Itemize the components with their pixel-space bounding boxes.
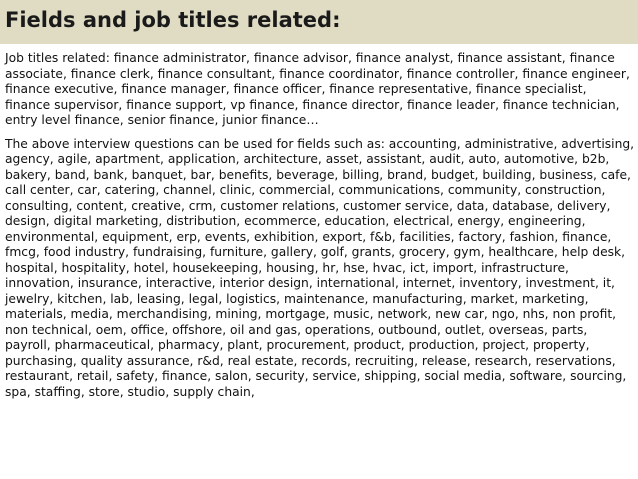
slide-body bbox=[5, 51, 635, 400]
fields-paragraph: The above interview questions can be used for fields such as: accounting, administrative, advertising, agency, agile, apartment, application, architecture, asset, assistant, audit, auto, automotive, b2b, bakery, band, bank, banquet, bar, benefits, beverage, billing, brand, budget, building, business, cafe, call center, car, catering, channel, clinic, commercial, communications, community, construction, consulting, content, creative, crm, customer relations, customer service, data, database, delivery, design, digital marketing, distribution, ecommerce, education, electrical, energy, engineering, environmental, equipment, erp, events, exhibition, export, f&b, facilities, factory, fashion, finance, fmcg, food industry, fundraising, furniture, gallery, golf, grants, grocery, gym, healthcare, help desk, hospital, hospitality, hotel, housekeeping, housing, hr, hse, hvac, ict, import, infrastructure, innovation, insurance, interactive, interior design, international, internet, inventory, investment, it, jewelry, kitchen, lab, leasing, legal, logistics, maintenance, manufacturing, market, marketing, materials, media, merchandising, mining, mortgage, music, network, new car, ngo, nhs, non profit, non technical, oem, office, offshore, oil and gas, operations, outbound, outlet, overseas, parts, payroll, pharmaceutical, pharmacy, plant, procurement, product, production, project, property, purchasing, quality assurance, r&d, real estate, records, recruiting, release, research, reservations, restaurant, retail, safety, finance, salon, security, service, shipping, social media, software, sourcing, spa, staffing, store, studio, supply chain, bbox=[5, 136, 635, 399]
job-titles-paragraph: Job titles related: finance administrator, finance advisor, finance analyst, finance assistant, finance associate, finance clerk, finance consultant, finance coordinator, finance controller, finance engineer, finance executive, finance manager, finance officer, finance representative, finance specialist, finance supervisor, finance support, vp finance, finance director, finance leader, finance technician, entry level finance, senior finance, junior finance… bbox=[5, 51, 630, 127]
slide-title: Fields and job titles related: bbox=[5, 8, 341, 32]
title-bar bbox=[0, 0, 638, 44]
